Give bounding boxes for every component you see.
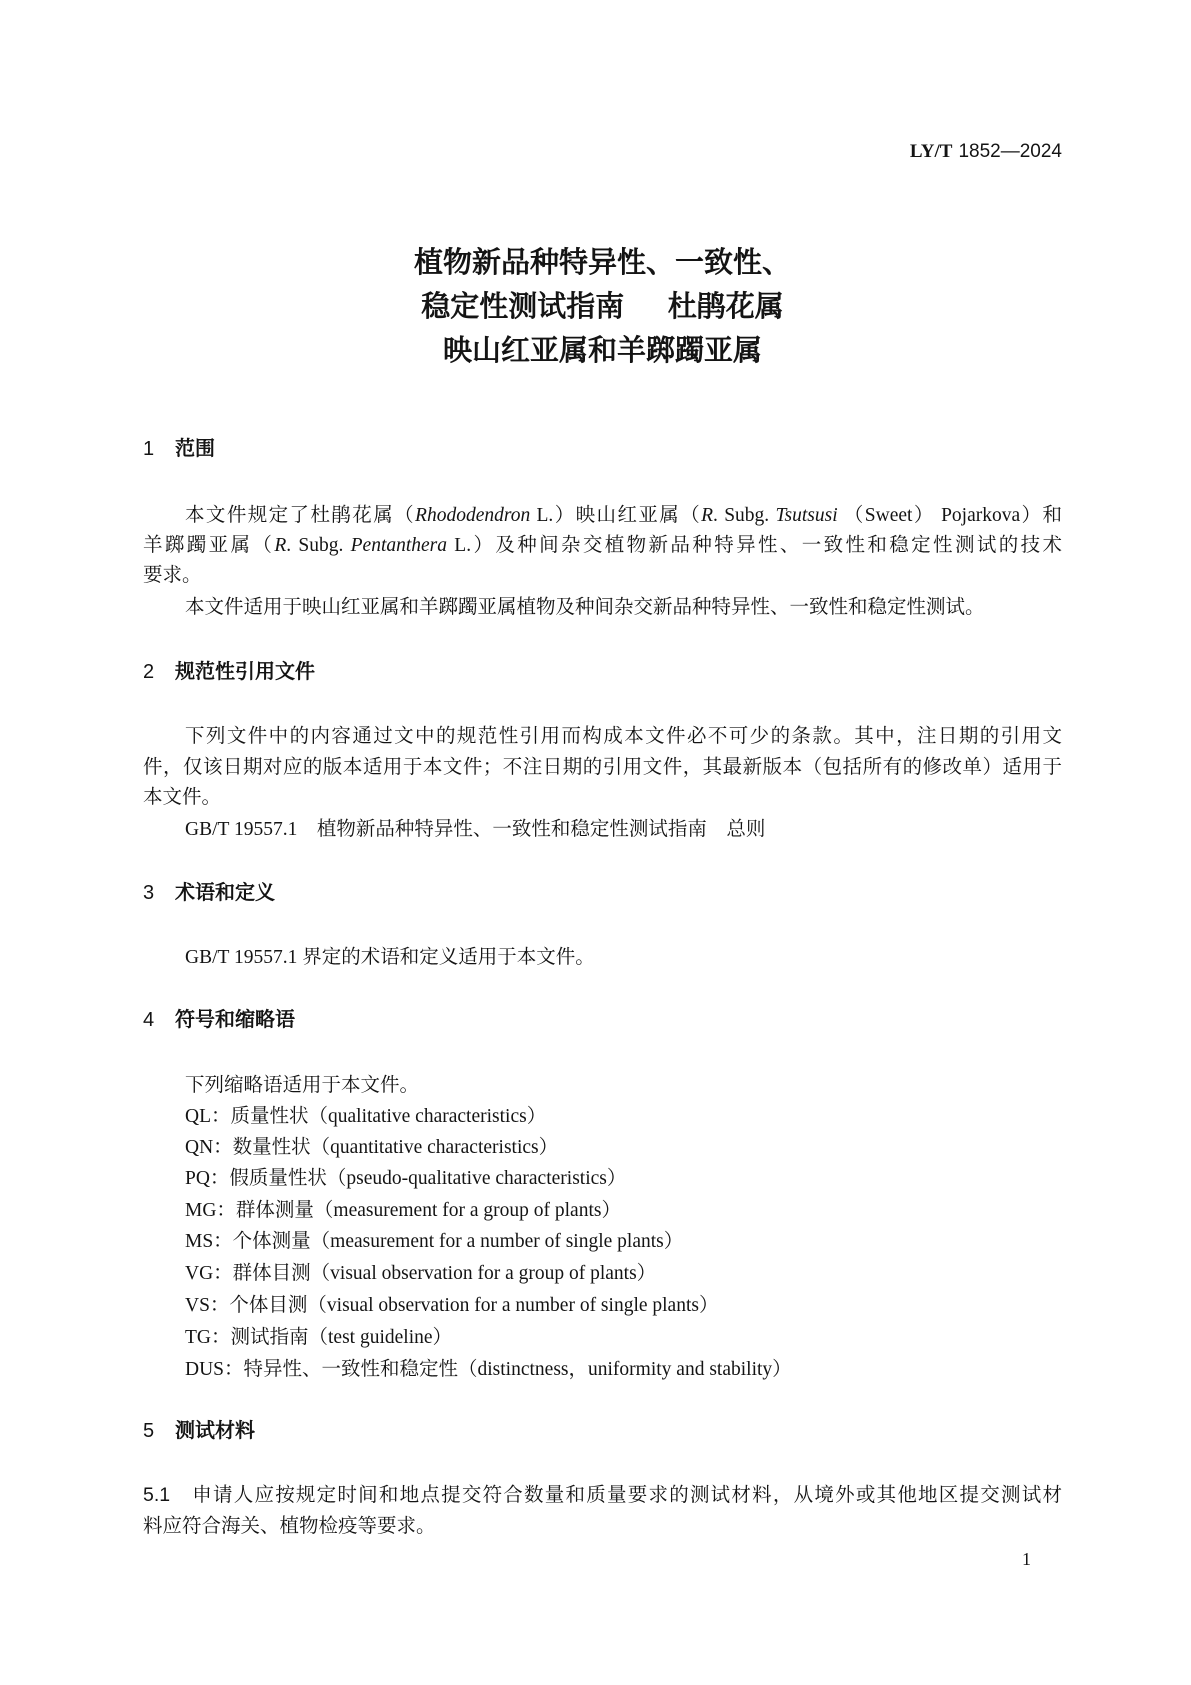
italic-run: R: [274, 535, 287, 556]
title-line-3: 映山红亚属和羊踯躅亚属: [442, 335, 762, 367]
abbreviation-item: DUS：特异性、一致性和稳定性（distinctness，uniformity and stability）: [185, 1359, 792, 1380]
abbreviation-item: VS：个体目测（visual observation for a number of single plants）: [185, 1295, 719, 1316]
clause-line: [143, 1480, 1062, 1511]
abbreviation-item: PQ：假质量性状（pseudo-qualitative characteristics）: [185, 1168, 627, 1189]
reference-title: 植物新品种特异性、一致性和稳定性测试指南: [316, 819, 707, 840]
clause-number: 5.1: [143, 1484, 171, 1506]
section-heading-normative-references: [143, 657, 1062, 688]
page-number: 1: [1022, 1549, 1031, 1569]
text-run: 本文件规定了杜鹃花属（: [185, 505, 416, 526]
paragraph-line: 本文件。: [143, 787, 222, 808]
italic-run: Tsutsusi: [775, 505, 838, 526]
paragraph-line: 件，仅该日期对应的版本适用于本文件；不注日期的引用文件，其最新版本（包括所有的修改单）适用于: [143, 757, 1062, 778]
section-title: 符号和缩略语: [175, 1009, 295, 1031]
abbreviation-item: QN：数量性状（quantitative characteristics）: [185, 1137, 559, 1158]
section-heading-test-material: [143, 1416, 1062, 1447]
paragraph-line: GB/T 19557.1 界定的术语和定义适用于本文件。: [185, 947, 595, 968]
paragraph-line: 本文件适用于映山红亚属和羊踯躅亚属植物及种间杂交新品种特异性、一致性和稳定性测试。: [185, 597, 985, 618]
text-run: L.）映山红亚属（: [530, 505, 702, 526]
reference-code: GB/T 19557.1: [185, 819, 298, 840]
abbreviation-item: VG：群体目测（visual observation for a group of plants）: [185, 1263, 657, 1284]
document-code-number: 1852—2024: [958, 141, 1062, 162]
section-heading-scope: [143, 434, 1062, 465]
section-title: 测试材料: [175, 1420, 255, 1442]
abbreviation-item: TG：测试指南（test guideline）: [185, 1327, 453, 1348]
abbreviation-item: MG：群体测量（measurement for a group of plants）: [185, 1200, 621, 1221]
paragraph-line: [143, 530, 1062, 561]
section-number: 1: [143, 438, 155, 460]
clause-line: 料应符合海关、植物检疫等要求。: [143, 1516, 436, 1537]
section-heading-abbreviations: [143, 1005, 1062, 1036]
document-code-prefix: LY/T: [909, 141, 953, 162]
section-number: 5: [143, 1420, 155, 1442]
section-title: 规范性引用文件: [175, 661, 315, 683]
text-run: . Subg.: [286, 535, 351, 556]
section-number: 2: [143, 661, 155, 683]
text-run: . Subg.: [713, 505, 776, 526]
paragraph-line: 要求。: [143, 565, 202, 586]
title-line-2-part-1: 稳定性测试指南: [421, 291, 625, 323]
italic-run: Rhododendron: [415, 505, 531, 526]
paragraph-line: [185, 500, 1062, 531]
document-code: [910, 138, 1062, 166]
abbreviation-item: QL：质量性状（qualitative characteristics）: [185, 1106, 547, 1127]
title-line-1: 植物新品种特异性、一致性、: [413, 247, 791, 279]
title-line-2: [143, 285, 1062, 329]
normative-reference: [185, 814, 1062, 845]
reference-part: 总则: [726, 819, 766, 840]
italic-run: Pentanthera: [350, 535, 448, 556]
paragraph-line: 下列缩略语适用于本文件。: [185, 1075, 420, 1096]
section-heading-terms: [143, 878, 1062, 909]
section-title: 术语和定义: [175, 882, 275, 904]
section-number: 3: [143, 882, 155, 904]
section-title: 范围: [175, 438, 215, 460]
text-run: 羊踯躅亚属（: [143, 535, 275, 556]
clause-text: 申请人应按规定时间和地点提交符合数量和质量要求的测试材料，从境外或其他地区提交测试材: [191, 1485, 1062, 1506]
paragraph-line: 下列文件中的内容通过文中的规范性引用而构成本文件必不可少的条款。其中，注日期的引用文: [185, 726, 1062, 747]
abbreviation-item: MS：个体测量（measurement for a number of single plants）: [185, 1231, 684, 1252]
text-run: L.）及种间杂交植物新品种特异性、一致性和稳定性测试的技术: [447, 535, 1062, 556]
italic-run: R: [701, 505, 714, 526]
section-number: 4: [143, 1009, 155, 1031]
text-run: （Sweet） Pojarkova）和: [837, 505, 1062, 526]
title-line-2-part-2: 杜鹃花属: [667, 291, 784, 323]
